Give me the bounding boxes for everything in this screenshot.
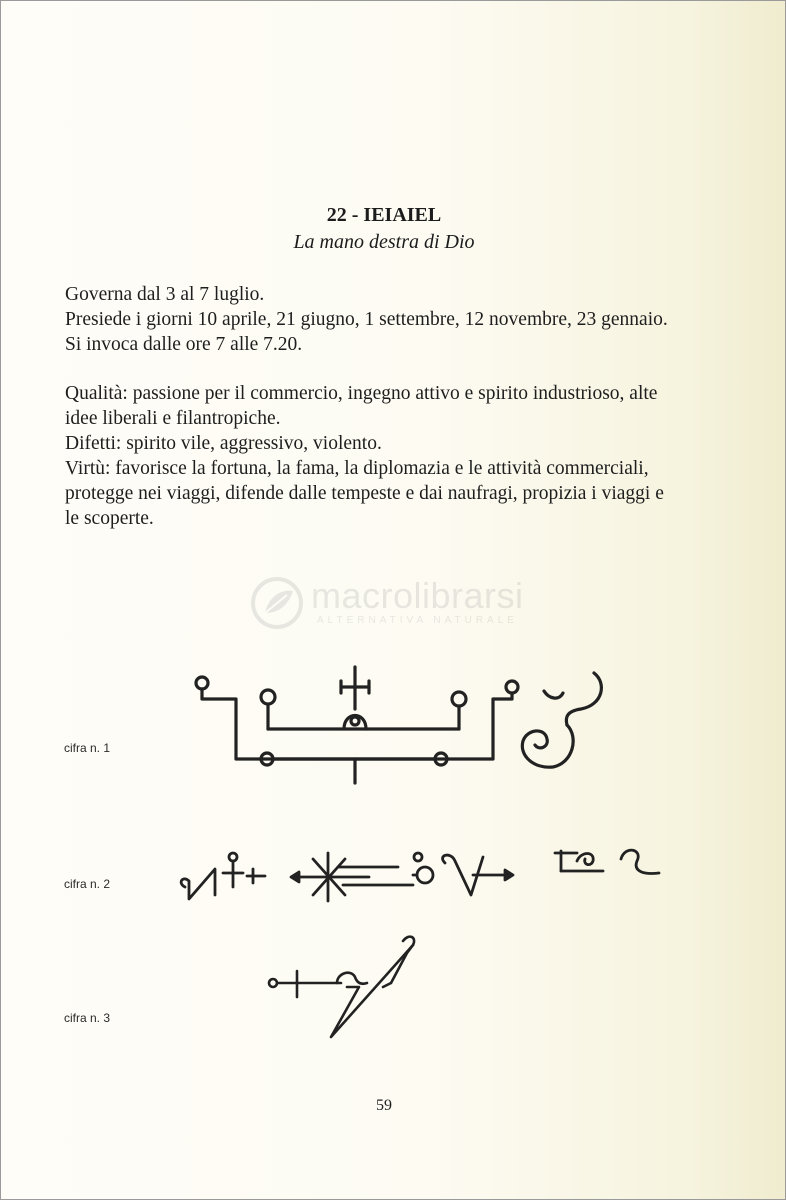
text-line: Governa dal 3 al 7 luglio. xyxy=(65,284,265,305)
text-line: Difetti: spirito vile, aggressivo, violento. xyxy=(65,433,382,454)
page-number: 59 xyxy=(376,1097,392,1114)
watermark-tagline: ALTERNATIVA NATURALE xyxy=(317,615,518,626)
watermark xyxy=(247,573,547,633)
page-title: 22 - IEIAIEL xyxy=(326,204,442,226)
sigil-1-icon xyxy=(189,663,619,791)
text-line: Presiede i giorni 10 aprile, 21 giugno, 1 settembre, 12 novembre, 23 gennaio. xyxy=(65,309,668,330)
cifra-label: cifra n. 2 xyxy=(64,877,111,891)
text-line: le scoperte. xyxy=(65,508,154,529)
leaf-logo-icon xyxy=(247,573,307,633)
qualities-paragraph xyxy=(65,381,725,531)
text-line: Virtù: favorisce la fortuna, la fama, la diplomazia e le attività commerciali, xyxy=(65,458,649,479)
cifra-label: cifra n. 3 xyxy=(64,1011,111,1025)
page-subtitle: La mano destra di Dio xyxy=(293,231,475,253)
text-line: protegge nei viaggi, difende dalle tempeste e dai naufragi, propizia i viaggi e xyxy=(65,483,664,504)
cifra-label: cifra n. 1 xyxy=(64,741,111,755)
sigil-2-icon xyxy=(173,839,663,909)
sigil-3-icon xyxy=(263,929,433,1044)
text-line: idee liberali e filantropiche. xyxy=(65,408,281,429)
text-line: Qualità: passione per il commercio, ingegno attivo e spirito industrioso, alte xyxy=(65,383,658,404)
watermark-brand: macrolibrarsi xyxy=(311,575,524,616)
schedule-paragraph xyxy=(65,282,725,357)
text-line: Si invoca dalle ore 7 alle 7.20. xyxy=(65,334,303,355)
